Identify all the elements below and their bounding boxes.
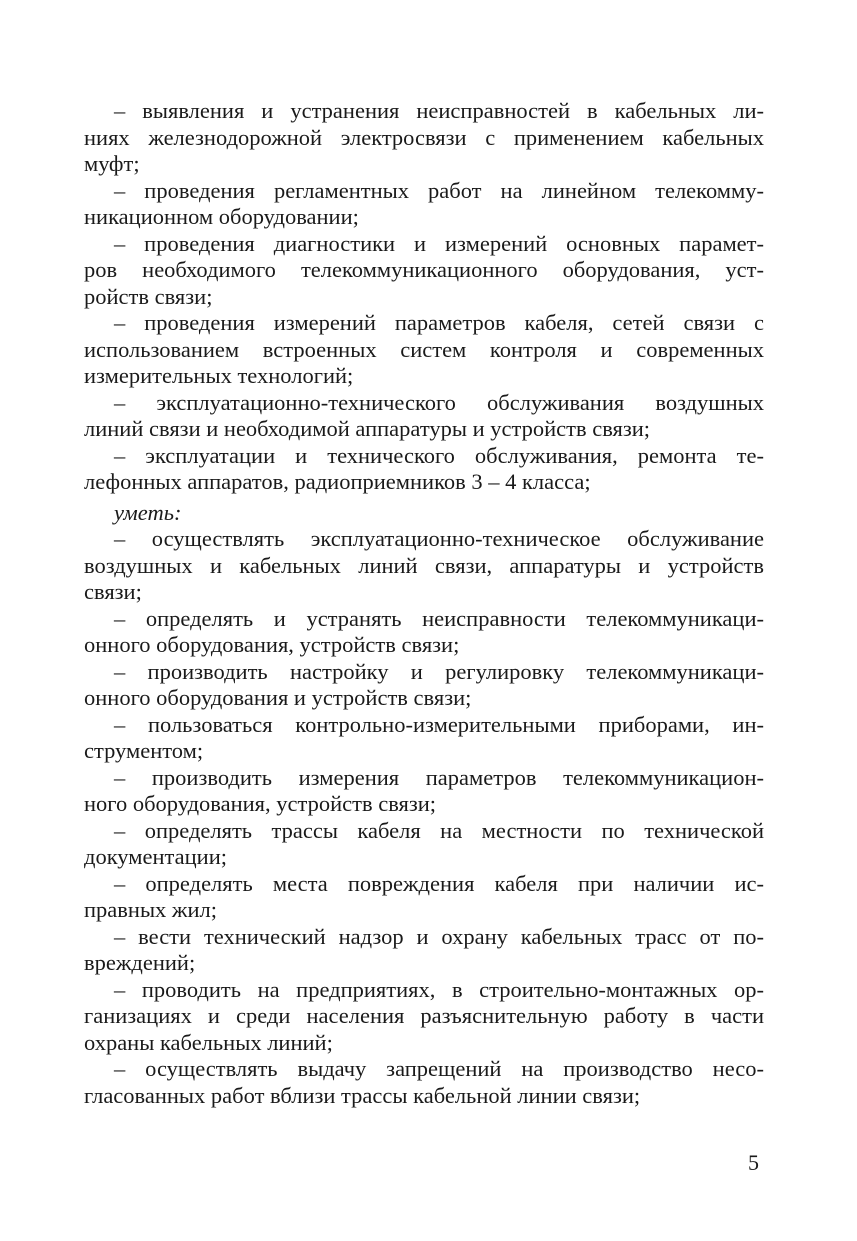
text-line: – производить измерения параметров телекоммуникацион- — [114, 764, 764, 790]
list-item — [84, 871, 764, 924]
text-line: онного оборудования и устройств связи; — [84, 685, 472, 710]
section-label — [84, 500, 764, 527]
text-line: правных жил; — [84, 897, 218, 922]
text-line: измерительных технологий; — [84, 363, 354, 388]
page-number: 5 — [748, 1150, 759, 1175]
text-line: охраны кабельных линий; — [84, 1029, 333, 1055]
text-line: ниях железнодорожной электросвязи с применением кабельных — [84, 124, 764, 150]
text-line: документации; — [84, 844, 227, 869]
text-line: – пользоваться контрольно-измерительными приборами, ин- — [114, 711, 764, 737]
list-item — [84, 1056, 764, 1109]
text-line: муфт; — [84, 151, 140, 176]
list-item — [84, 712, 764, 765]
text-line: онного оборудования, устройств связи; — [84, 632, 460, 657]
list-item — [84, 977, 764, 1057]
list-item — [84, 765, 764, 818]
text-line: – осуществлять выдачу запрещений на производство несо- — [114, 1056, 764, 1081]
list-item — [84, 606, 764, 659]
text-line: – определять места повреждения кабеля при наличии ис- — [114, 870, 764, 896]
text-line: ров необходимого телекоммуникационного оборудования, уст- — [84, 257, 764, 282]
list-item — [84, 98, 764, 178]
text-line: вреждений; — [84, 950, 196, 975]
list-item — [84, 390, 764, 443]
text-line: – проведения диагностики и измерений основных парамет- — [114, 230, 764, 256]
text-line: гласованных работ вблизи трассы кабельной линии связи; — [84, 1082, 641, 1108]
text-line: – эксплуатации и технического обслуживания, ремонта те- — [114, 442, 764, 468]
text-line: – выявления и устранения неисправностей в кабельных ли- — [114, 98, 764, 123]
section-label-text: уметь: — [114, 499, 182, 525]
text-line: – осуществлять эксплуатационно-техническое обслуживание — [114, 526, 764, 551]
text-line: – проведения измерений параметров кабеля, сетей связи с — [114, 310, 764, 335]
text-line: ройств связи; — [84, 283, 213, 309]
list-item — [84, 310, 764, 390]
page-body — [84, 98, 764, 1109]
text-line: никационном оборудовании; — [84, 204, 359, 229]
text-line: лефонных аппаратов, радиоприемников 3 – 4 класса; — [84, 469, 591, 494]
text-line: – проводить на предприятиях, в строительно-монтажных ор- — [114, 976, 764, 1002]
text-line: – вести технический надзор и охрану кабельных трасс от по- — [114, 923, 764, 949]
text-line: – определять и устранять неисправности телекоммуникаци- — [114, 605, 764, 631]
text-line: связи; — [84, 579, 142, 604]
list-item — [84, 443, 764, 496]
text-line: – эксплуатационно-технического обслуживания воздушных — [114, 389, 764, 415]
text-line: – производить настройку и регулировку телекоммуникаци- — [114, 658, 764, 684]
text-line: ного оборудования, устройств связи; — [84, 791, 437, 816]
text-line: использованием встроенных систем контроля и современных — [84, 336, 764, 362]
list-item — [84, 178, 764, 231]
text-line: воздушных и кабельных линий связи, аппаратуры и устройств — [84, 552, 764, 578]
list-item — [84, 231, 764, 311]
text-line: струментом; — [84, 738, 204, 763]
text-line: – проведения регламентных работ на линейном телекомму- — [114, 177, 764, 203]
text-line: – определять трассы кабеля на местности по технической — [114, 817, 764, 843]
text-line: ганизациях и среди населения разъяснительную работу в части — [84, 1003, 764, 1028]
list-item — [84, 924, 764, 977]
text-line: линий связи и необходимой аппаратуры и устройств связи; — [84, 416, 651, 441]
list-item — [84, 818, 764, 871]
list-item — [84, 659, 764, 712]
list-item — [84, 526, 764, 606]
